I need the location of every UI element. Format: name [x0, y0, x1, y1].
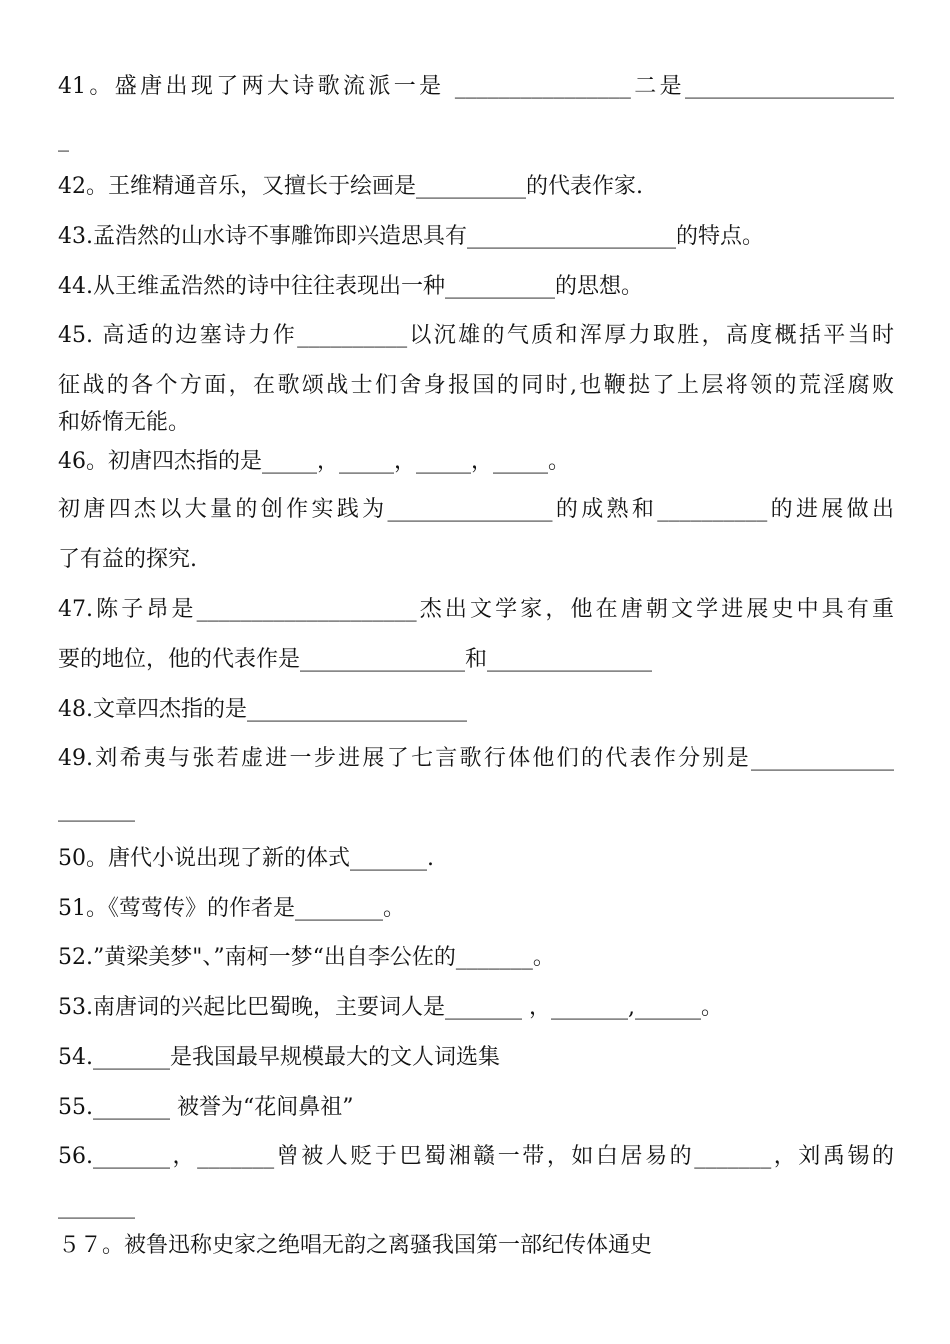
question-53: 53.南唐词的兴起比巴蜀晚，主要词人是_______ ，_______,______。 [58, 995, 723, 1020]
question-45-line-3: 和娇惰无能。 [58, 410, 191, 435]
question-52: 52.”黄梁美梦"、”南柯一梦“出自李公佐的_______。 [58, 945, 555, 970]
question-43: 43.孟浩然的山水诗不事雕饰即兴造思具有___________________的特点。 [58, 224, 764, 249]
question-55: 55._______ 被誉为“花间鼻祖” [58, 1095, 354, 1120]
question-44: 44.从王维孟浩然的诗中往往表现出一种__________的思想。 [58, 274, 643, 299]
question-51: 51。《莺莺传》的作者是________。 [58, 896, 405, 921]
question-47-line-1: 47.陈子昂是____________________杰出文学家，他在唐朝文学进展史中具有重 [58, 597, 894, 622]
question-56-line-1: 56._______，_______曾被人贬于巴蜀湘赣一带，如白居易的_______，刘禹锡的 [58, 1144, 894, 1169]
question-54: 54._______是我国最早规模最大的文人词选集 [58, 1045, 500, 1070]
question-47-line-2: 要的地位，他的代表作是_______________和_______________ [58, 647, 653, 672]
question-45-line-2: 征战的各个方面，在歌颂战士们舍身报国的同时,也鞭挞了上层将领的荒淫腐败 [58, 373, 894, 398]
question-48: 48.文章四杰指的是____________________ [58, 697, 467, 722]
question-41-line-1: 41。盛唐出现了两大诗歌流派一是 ________________二是___________________ [58, 74, 894, 99]
question-41-line-2: _ [58, 127, 69, 152]
question-50: 50。唐代小说出现了新的体式_______. [58, 846, 434, 871]
question-49-line-2: _______ [58, 797, 135, 822]
question-45-line-1: 45. 高适的边塞诗力作__________以沉雄的气质和浑厚力取胜，高度概括平当时 [58, 323, 894, 348]
question-42: 42。王维精通音乐，又擅长于绘画是__________的代表作家. [58, 174, 643, 199]
question-49-line-1: 49.刘希夷与张若虚进一步进展了七言歌行体他们的代表作分别是_____________ [58, 746, 894, 771]
question-57: ５７。被鲁迅称史家之绝唱无韵之离骚我国第一部纪传体通史 [58, 1233, 653, 1258]
question-46-line-2: 初唐四杰以大量的创作实践为_______________的成熟和__________的进展做出 [58, 497, 894, 522]
question-56-line-2: _______ [58, 1194, 135, 1219]
question-46-line-3: 了有益的探究. [58, 547, 197, 572]
question-46-line-1: 46。初唐四杰指的是_____，_____，_____，_____。 [58, 449, 570, 474]
